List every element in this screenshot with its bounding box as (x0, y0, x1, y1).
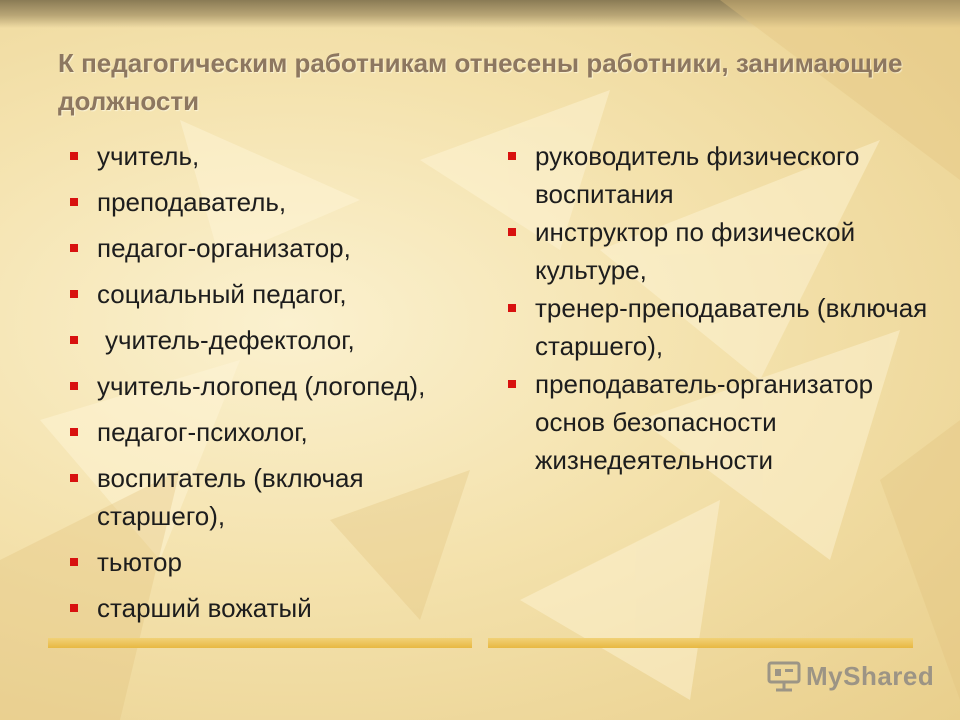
list-item (70, 229, 470, 267)
list-item (508, 213, 928, 289)
list-item-text: социальный педагог, (97, 279, 347, 309)
right-position-list (508, 137, 928, 479)
presentation-board-icon (766, 660, 802, 692)
list-item (70, 137, 470, 175)
list-item (70, 543, 470, 581)
list-item (70, 275, 470, 313)
square-bullet-icon (70, 382, 78, 390)
list-item-text: преподаватель-организатор основ безопасности жизнедеятельности (535, 369, 874, 475)
square-bullet-icon (70, 198, 78, 206)
list-item-text: воспитатель (включая старшего), (97, 463, 364, 531)
slide-title: К педагогическим работникам отнесены работники, занимающие должности (58, 48, 903, 116)
square-bullet-icon (508, 228, 516, 236)
list-item-text: старший вожатый (97, 593, 312, 623)
accent-bar-left (48, 638, 472, 648)
list-item-text: педагог-организатор, (97, 233, 351, 263)
list-item (70, 367, 470, 405)
list-item (508, 365, 928, 479)
square-bullet-icon (70, 604, 78, 612)
list-item-text: учитель-логопед (логопед), (97, 371, 426, 401)
square-bullet-icon (70, 290, 78, 298)
list-item (70, 321, 470, 359)
myshared-watermark (766, 656, 934, 696)
square-bullet-icon (70, 336, 78, 344)
list-item (508, 137, 928, 213)
list-item-text: учитель, (97, 141, 200, 171)
list-item-text: руководитель физического воспитания (535, 141, 860, 209)
accent-bar-right (488, 638, 913, 648)
list-item (70, 413, 470, 451)
list-item-text: учитель-дефектолог, (105, 325, 355, 355)
list-item-text: преподаватель, (97, 187, 287, 217)
square-bullet-icon (70, 474, 78, 482)
square-bullet-icon (508, 380, 516, 388)
list-item (70, 459, 470, 535)
list-item-text: инструктор по физической культуре, (535, 217, 856, 285)
list-item-text: тренер-преподаватель (включая старшего), (535, 293, 928, 361)
list-item (508, 289, 928, 365)
square-bullet-icon (70, 428, 78, 436)
square-bullet-icon (70, 558, 78, 566)
square-bullet-icon (508, 304, 516, 312)
list-item-text: педагог-психолог, (97, 417, 308, 447)
watermark-text: MyShared (806, 660, 935, 691)
left-position-list (70, 137, 470, 635)
list-item-text: тьютор (97, 547, 182, 577)
square-bullet-icon (70, 152, 78, 160)
square-bullet-icon (508, 152, 516, 160)
list-item (70, 589, 470, 627)
list-item (70, 183, 470, 221)
square-bullet-icon (70, 244, 78, 252)
